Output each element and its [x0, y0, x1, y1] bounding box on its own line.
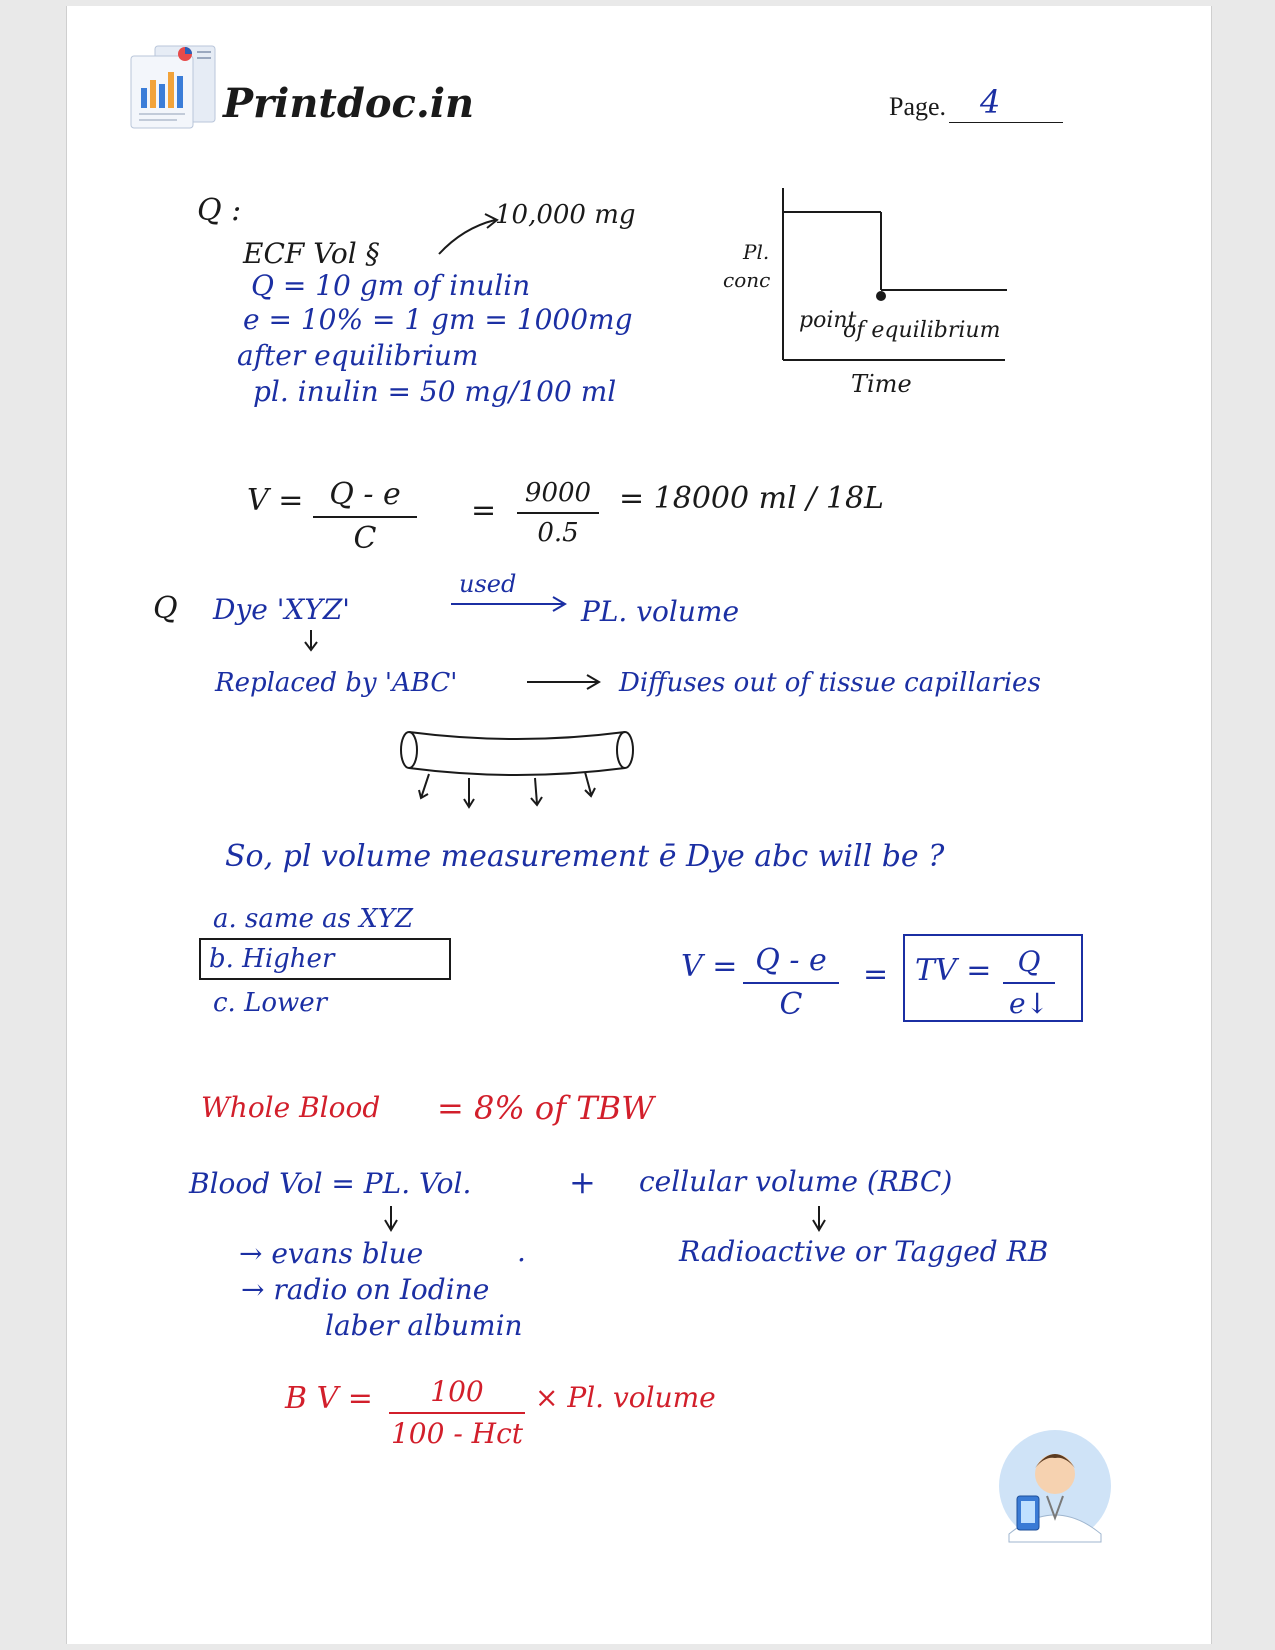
q2-formula-equals: =	[863, 957, 889, 992]
graph-ylabel-pl: Pl.	[743, 240, 770, 264]
ecf-vol-label: ECF Vol §	[243, 237, 380, 270]
bv-numerator: 100	[389, 1378, 525, 1414]
option-a[interactable]: a. same as XYZ	[213, 904, 414, 934]
plasma-volume-target: PL. volume	[581, 595, 740, 628]
after-equilibrium: after equilibrium	[237, 339, 479, 372]
blood-volume-line: Blood Vol = PL. Vol.	[189, 1167, 472, 1200]
tv-numerator: Q	[1003, 948, 1055, 984]
radioactive-tagged: Radioactive or Tagged RB	[679, 1235, 1049, 1268]
tv-denominator: e↓	[1008, 987, 1050, 1020]
formula-numerator: Q - e	[313, 480, 417, 518]
plus-sign: +	[569, 1163, 596, 1201]
option-b[interactable]: b. Higher	[209, 944, 335, 974]
capillary-sketch	[401, 732, 633, 807]
graph-equilibrium-label: of equilibrium	[843, 318, 1001, 343]
brand-name[interactable]: Printdoc.in	[223, 80, 475, 127]
formula-equals: =	[471, 493, 497, 528]
option-c[interactable]: c. Lower	[213, 988, 328, 1018]
radio-iodine-2: laber albumin	[325, 1309, 523, 1342]
bv-denominator: 100 - Hct	[390, 1417, 524, 1450]
equilibrium-graph	[783, 188, 1007, 360]
tv-lhs: TV =	[915, 953, 992, 988]
question-marker-1: Q :	[197, 193, 242, 228]
formula-v-lhs: V =	[247, 483, 304, 518]
graph-point-label: point	[799, 308, 857, 333]
value-numerator: 9000	[517, 480, 599, 514]
whole-blood-value: = 8% of TBW	[437, 1089, 654, 1127]
formula-result: = 18000 ml / 18L	[619, 481, 884, 516]
question-text: So, pl volume measurement ē Dye abc will be ?	[225, 839, 945, 874]
curved-arrow-icon	[439, 220, 495, 254]
evans-blue: → evans blue	[239, 1237, 424, 1270]
bv-formula-rhs: × Pl. volume	[535, 1381, 716, 1414]
question-marker-2: Q	[153, 591, 178, 626]
formula-denominator: C	[353, 521, 377, 556]
cellular-volume: cellular volume (RBC)	[639, 1165, 953, 1198]
dye-xyz: Dye 'XYZ'	[213, 593, 351, 626]
used-label: used	[459, 570, 517, 598]
inulin-quantity: Q = 10 gm of inulin	[251, 269, 531, 302]
graph-ylabel-conc: conc	[723, 268, 771, 292]
annotation-10000mg: 10,000 mg	[495, 200, 636, 230]
radio-iodine-1: → radio on Iodine	[241, 1273, 490, 1306]
sketch-layer	[67, 6, 1211, 1644]
graph-xlabel: Time	[851, 370, 912, 398]
whole-blood-label: Whole Blood	[201, 1091, 381, 1124]
equilibrium-point	[876, 291, 886, 301]
q2-formula-denominator: C	[779, 987, 803, 1022]
excretion-line: e = 10% = 1 gm = 1000mg	[243, 303, 633, 336]
plasma-inulin: pl. inulin = 50 mg/100 ml	[253, 375, 617, 408]
evans-dot: .	[517, 1235, 526, 1268]
q2-formula-v-lhs: V =	[681, 949, 738, 984]
document-page	[66, 6, 1212, 1644]
replaced-by-abc: Replaced by 'ABC'	[215, 668, 458, 698]
value-denominator: 0.5	[537, 518, 579, 548]
doctor-avatar-icon	[995, 1426, 1115, 1546]
bv-formula-lhs: B V =	[285, 1381, 373, 1416]
page-number: 4	[980, 83, 1001, 121]
page-label: Page.	[889, 92, 947, 121]
diffuses-out: Diffuses out of tissue capillaries	[619, 668, 1041, 698]
q2-formula-numerator: Q - e	[743, 946, 839, 984]
